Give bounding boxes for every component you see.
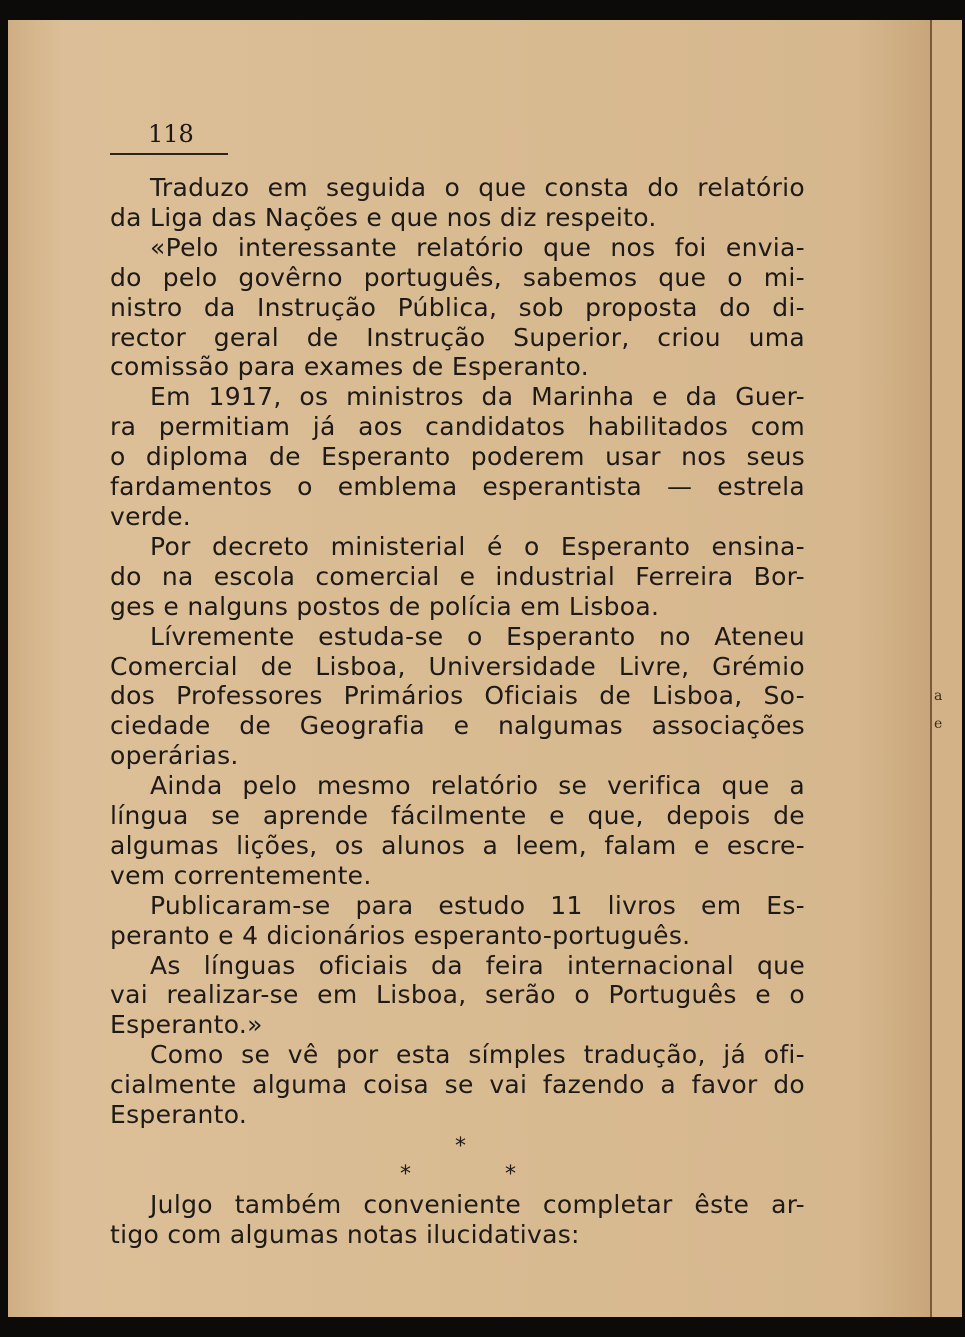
text-line: língua se aprende fácilmente e que, depois de xyxy=(110,801,805,831)
text-line: Traduzo em seguida o que consta do relatório xyxy=(150,173,805,202)
text-line: algumas lições, os alunos a leem, falam e escre- xyxy=(110,830,805,860)
text-line: Esperanto. xyxy=(110,1100,248,1130)
text-line: Como se vê por esta símples tradução, já ofi- xyxy=(150,1040,805,1070)
page-number: 118 xyxy=(148,120,194,148)
text-line: da Liga das Nações e que nos diz respeito. xyxy=(110,202,657,232)
book-page xyxy=(8,20,930,1317)
text-line: ges e nalguns postos de polícia em Lisboa. xyxy=(110,591,660,621)
text-line: fardamentos o emblema esperantista — estrela xyxy=(110,472,805,502)
text-line: do pelo govêrno português, sabemos que o mi- xyxy=(110,262,805,292)
text-line: Ainda pelo mesmo relatório se verifica que a xyxy=(150,771,805,801)
text-line: Julgo também conveniente completar êste ar- xyxy=(150,1190,805,1219)
text-line: «Pelo interessante relatório que nos foi envia- xyxy=(150,232,805,262)
text-line: nistro da Instrução Pública, sob proposta do di- xyxy=(110,292,805,322)
text-line: vai realizar-se em Lisboa, serão o Português e o xyxy=(110,980,805,1010)
text-line: Em 1917, os ministros da Marinha e da Guer- xyxy=(150,382,805,412)
body-text xyxy=(110,173,805,1250)
header-rule xyxy=(110,153,228,155)
next-page-fragment: a xyxy=(934,688,943,704)
text-line: tigo com algumas notas ilucidativas: xyxy=(110,1219,580,1249)
text-line: dos Professores Primários Oficiais de Lisboa, So- xyxy=(110,681,805,711)
text-line: verde. xyxy=(110,501,192,531)
text-line: operárias. xyxy=(110,741,239,771)
text-line: o diploma de Esperanto poderem usar nos seus xyxy=(110,442,805,472)
text-line: Esperanto.» xyxy=(110,1010,263,1040)
text-line: Por decreto ministerial é o Esperanto ensina- xyxy=(150,531,805,561)
text-line: vem correntemente. xyxy=(110,860,372,890)
section-separator xyxy=(110,1130,805,1190)
text-line: Comercial de Lisboa, Universidade Livre, Grémio xyxy=(110,651,805,681)
text-line: comissão para exames de Esperanto. xyxy=(110,352,589,382)
text-line: Lívremente estuda-se o Esperanto no Ateneu xyxy=(150,621,805,651)
text-line: ra permitiam já aos candidatos habilitados com xyxy=(110,412,805,442)
next-page-fragment: e xyxy=(934,716,943,732)
text-line: As línguas oficiais da feira internacional que xyxy=(150,950,805,980)
text-line: ciedade de Geografia e nalgumas associações xyxy=(110,711,805,741)
text-line: rector geral de Instrução Superior, criou uma xyxy=(110,322,805,352)
asterisk: * xyxy=(400,1162,412,1187)
text-line: peranto e 4 dicionários esperanto-português. xyxy=(110,920,691,950)
asterisk: * xyxy=(505,1162,517,1187)
text-line: cialmente alguma coisa se vai fazendo a favor do xyxy=(110,1070,805,1100)
text-line: do na escola comercial e industrial Ferreira Bor- xyxy=(110,561,805,591)
asterisk: * xyxy=(455,1134,467,1159)
adjacent-page-edge xyxy=(930,20,962,1317)
text-line: Publicaram-se para estudo 11 livros em Es- xyxy=(150,890,805,920)
